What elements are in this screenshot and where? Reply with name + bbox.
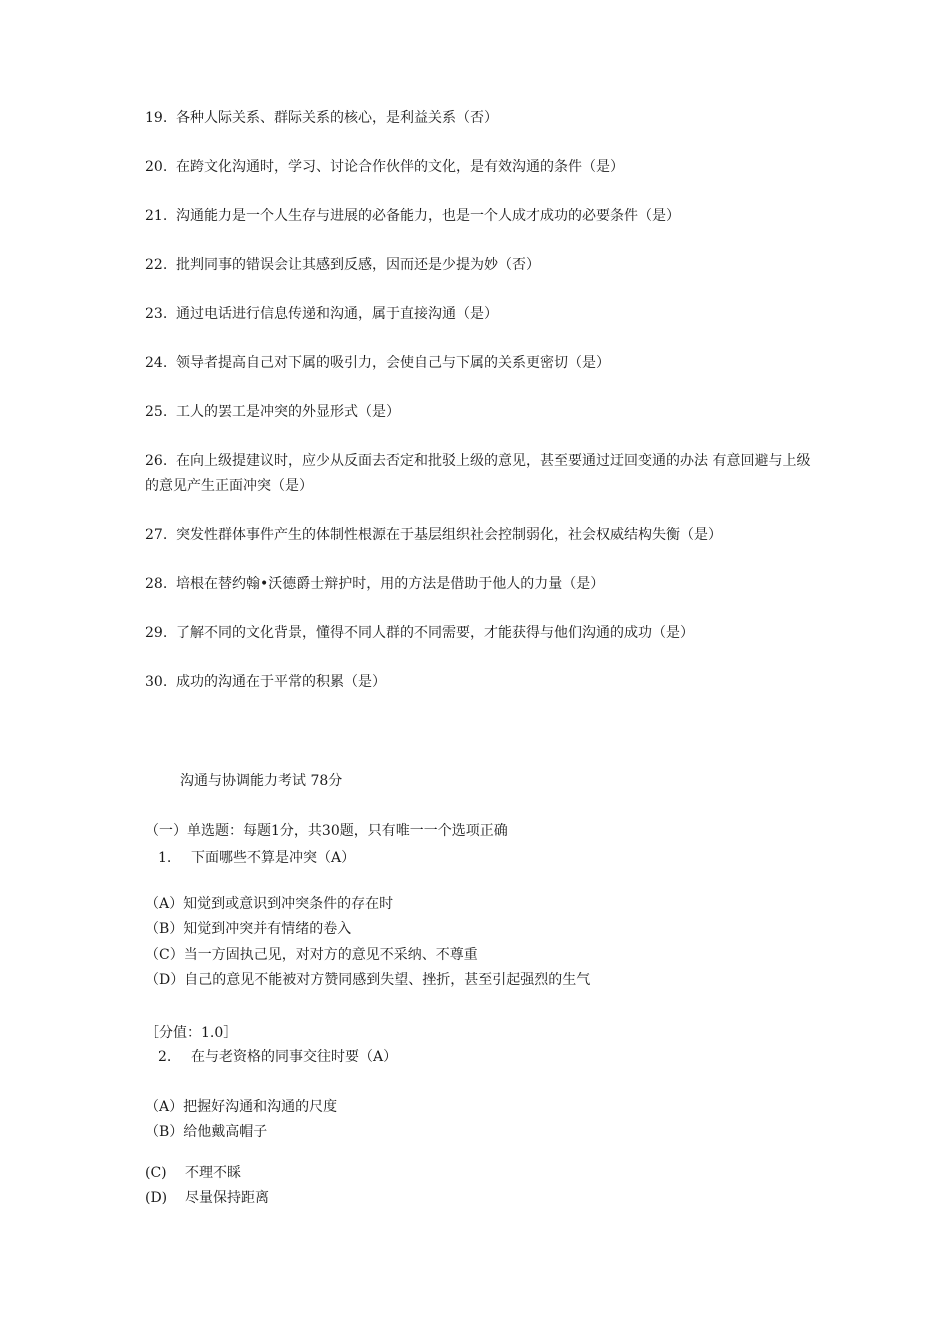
question-1: 1. 下面哪些不算是冲突（A） [158, 850, 356, 866]
option-c: （C）当一方固执己见，对对方的意见不采纳、不尊重 [145, 947, 478, 963]
list-item: 26. 在向上级提建议时，应少从反面去否定和批驳上级的意见，甚至要通过迂回变通的办法 有意回避与上级的意见产生正面冲突（是） [145, 453, 811, 494]
list-item: 30. 成功的沟通在于平常的积累（是） [145, 674, 386, 690]
option-d: （D）自己的意见不能被对方赞同感到失望、挫折，甚至引起强烈的生气 [145, 972, 591, 988]
list-item: 24. 领导者提高自己对下属的吸引力，会使自己与下属的关系更密切（是） [145, 355, 610, 371]
question-2: 2. 在与老资格的同事交往时要（A） [158, 1049, 398, 1065]
list-item: 25. 工人的罢工是冲突的外显形式（是） [145, 404, 400, 420]
exam-title: 沟通与协调能力考试 78分 [180, 773, 343, 789]
list-item: 22. 批判同事的错误会让其感到反感，因而还是少提为妙（否） [145, 257, 540, 273]
option-b: （B）给他戴高帽子 [145, 1124, 268, 1140]
list-item: 29. 了解不同的文化背景，懂得不同人群的不同需要，才能获得与他们沟通的成功（是） [145, 625, 694, 641]
list-item: 19. 各种人际关系、群际关系的核心，是利益关系（否） [145, 110, 498, 126]
list-item: 21. 沟通能力是一个人生存与进展的必备能力，也是一个人成才成功的必要条件（是） [145, 208, 680, 224]
option-a: （A）把握好沟通和沟通的尺度 [145, 1099, 338, 1115]
list-item: 20. 在跨文化沟通时，学习、讨论合作伙伴的文化，是有效沟通的条件（是） [145, 159, 624, 175]
score-value: ［分值：1.0］ [145, 1025, 238, 1041]
option-a: （A）知觉到或意识到冲突条件的存在时 [145, 896, 394, 912]
option-d: (D) 尽量保持距离 [145, 1190, 269, 1206]
section-heading: （一）单选题：每题1分，共30题，只有唯一一个选项正确 [145, 823, 508, 839]
list-item: 28. 培根在替约翰•沃德爵士辩护时，用的方法是借助于他人的力量（是） [145, 576, 605, 592]
option-c: (C) 不理不睬 [145, 1165, 241, 1181]
list-item: 23. 通过电话进行信息传递和沟通，属于直接沟通（是） [145, 306, 498, 322]
list-item: 27. 突发性群体事件产生的体制性根源在于基层组织社会控制弱化，社会权威结构失衡（是） [145, 527, 722, 543]
option-b: （B）知觉到冲突并有情绪的卷入 [145, 921, 352, 937]
